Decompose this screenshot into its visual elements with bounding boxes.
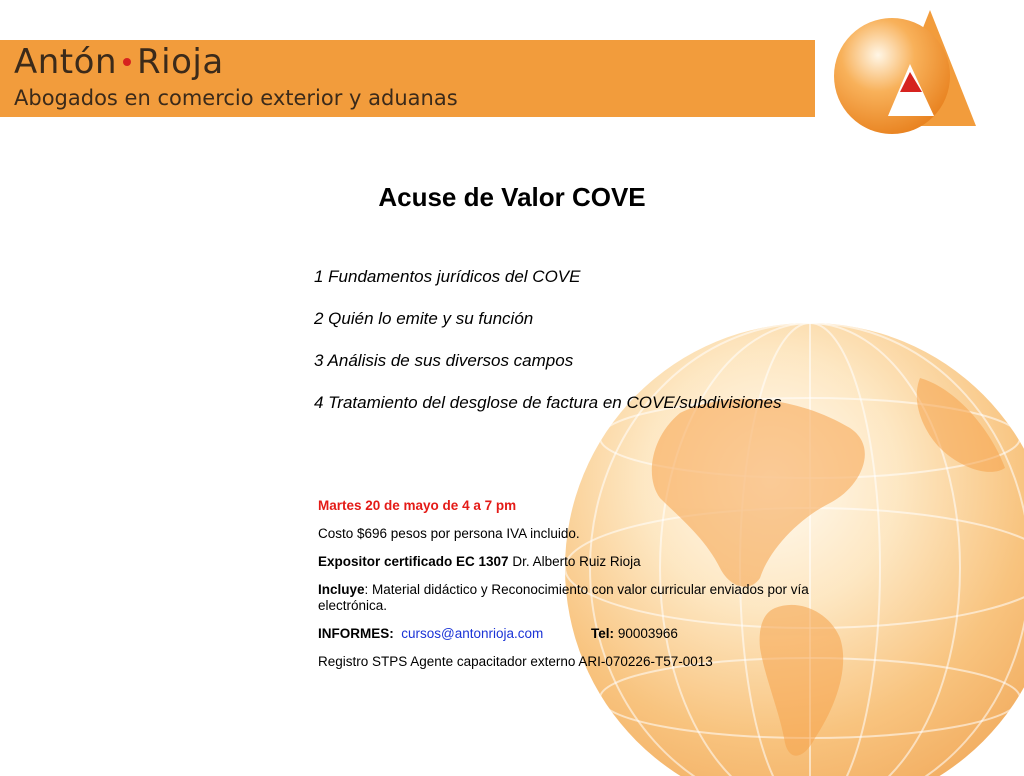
brand-name [14,42,224,82]
tel-label: Tel: [591,626,615,641]
event-info [318,498,848,682]
speaker-name: Dr. Alberto Ruiz Rioja [508,554,641,569]
event-speaker [318,554,848,570]
contact-label: INFORMES: [318,626,394,641]
page-title: Acuse de Valor COVE [378,182,646,212]
event-registry: Registro STPS Agente capacitador externo ARI-070226-T57-0013 [318,654,713,669]
tel-block [591,626,678,641]
event-date: Martes 20 de mayo de 4 a 7 pm [318,498,517,513]
topic-item: 4 Tratamiento del desglose de factura en COVE/subdivisiones [314,393,782,412]
speaker-label: Expositor certificado EC 1307 [318,554,509,569]
event-includes [318,582,848,614]
triangle-globe-logo-icon [830,6,980,136]
brand-name-first: Antón [14,42,117,82]
topic-item: 3 Análisis de sus diversos campos [314,351,574,370]
brand-tagline: Abogados en comercio exterior y aduanas [14,86,458,110]
includes-text: : Material didáctico y Reconocimiento con valor curricular enviados por vía electrónica. [318,582,809,613]
tel-number: 90003966 [617,626,678,641]
brand-name-last: Rioja [137,42,224,82]
brand-dot-icon [123,58,131,66]
topic-item: 2 Quién lo emite y su función [314,309,534,328]
event-cost: Costo $696 pesos por persona IVA incluido. [318,526,580,541]
topics-list [314,266,781,434]
includes-label: Incluye [318,582,365,597]
event-contact [318,626,848,642]
topic-item: 1 Fundamentos jurídicos del COVE [314,267,581,286]
contact-email-link[interactable]: cursos@antonrioja.com [401,626,544,641]
